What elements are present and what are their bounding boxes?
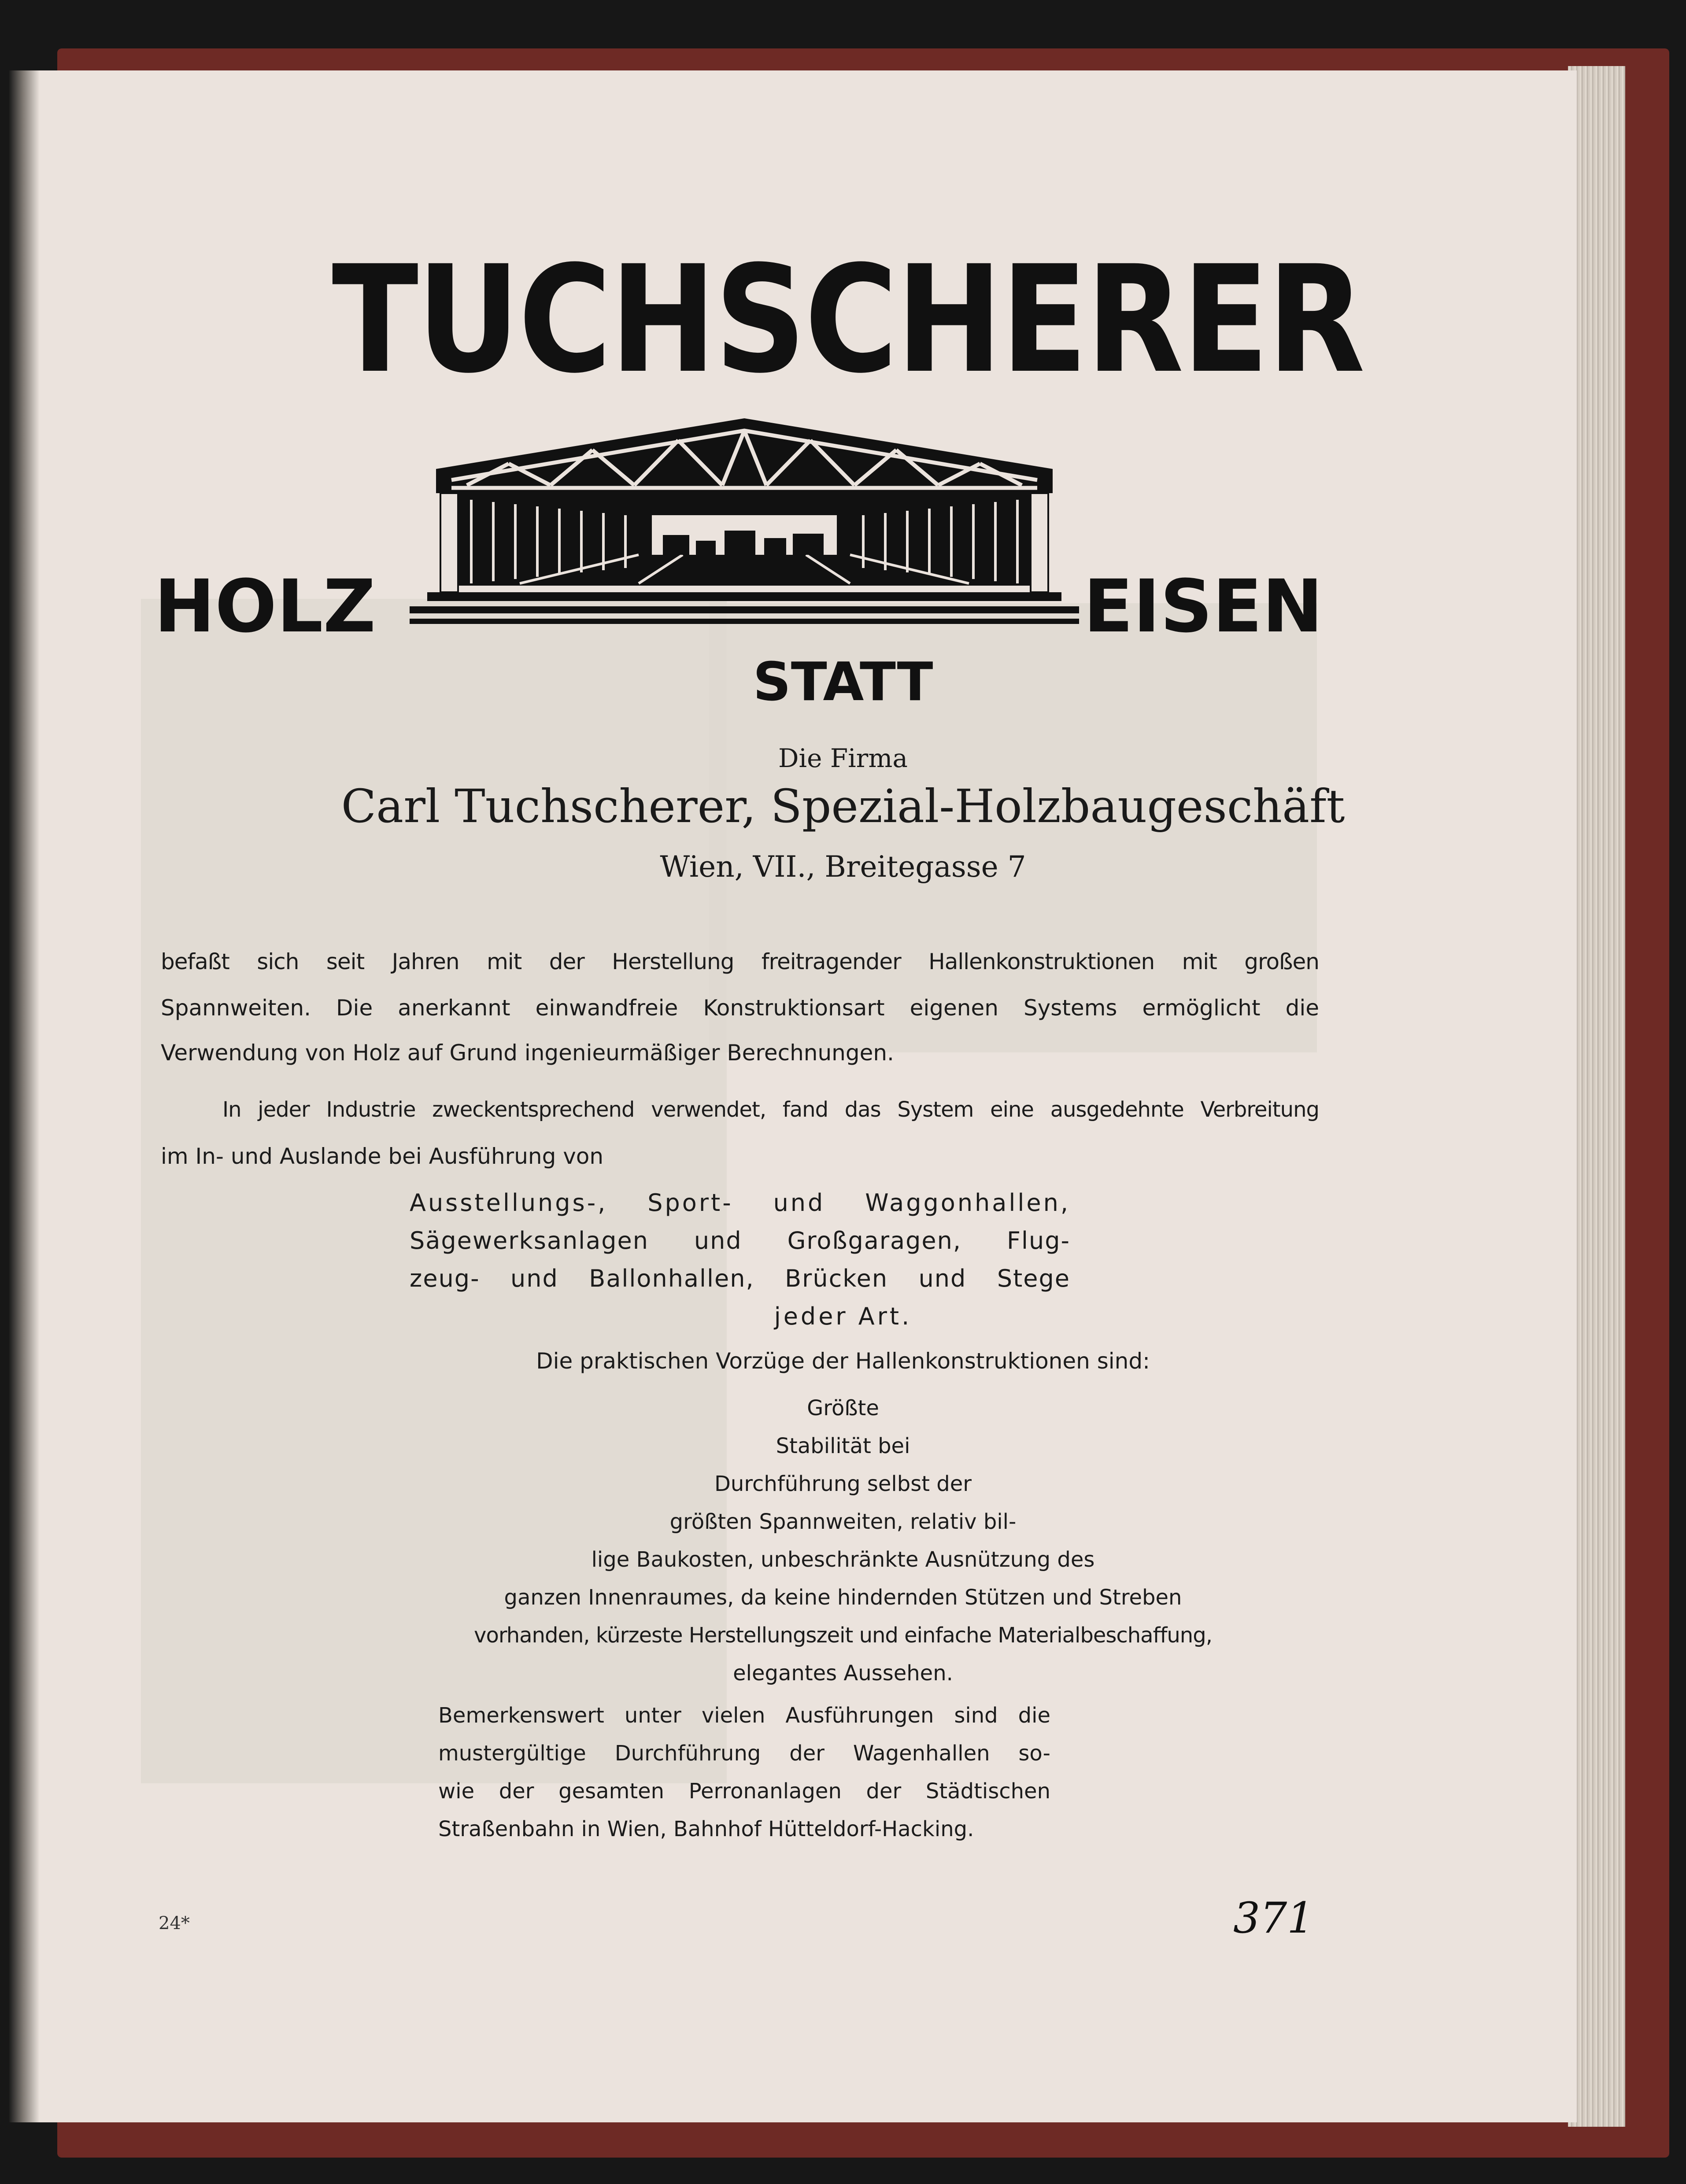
body-line: befaßt sich seit Jahren mit der Herstellung freitragender Hallenkonstruktionen mit großen [161, 949, 1319, 974]
brand-right-word: EISEN [1083, 564, 1323, 649]
closing-line: Straßenbahn in Wien, Bahnhof Hütteldorf-Hacking. [438, 1817, 974, 1841]
closing-line: mustergültige Durchführung der Wagenhallen so- [438, 1741, 1050, 1766]
spaced-line: jeder Art. [774, 1302, 912, 1330]
spaced-line: zeug- und Ballonhallen, Brücken und Stege [410, 1265, 1070, 1292]
signature-mark: 24* [159, 1913, 190, 1933]
brand-left-word: HOLZ [154, 564, 376, 649]
company-name: Carl Tuchscherer, Spezial-Holzbaugeschäft [341, 779, 1345, 833]
body-line: Verwendung von Holz auf Grund ingenieurmäßiger Berechnungen. [161, 1040, 894, 1066]
intro-firma: Die Firma [778, 743, 908, 773]
closing-line: Bemerkenswert unter vielen Ausführungen sind die [438, 1703, 1050, 1728]
pyramid-line: Größte [807, 1396, 879, 1420]
body-line: In jeder Industrie zweckentsprechend verwendet, fand das System eine ausgedehnte Verbreitung [222, 1097, 1319, 1122]
pyramid-line: vorhanden, kürzeste Herstellungszeit und einfache Materialbeschaffung, [474, 1623, 1212, 1648]
page-gutter [9, 70, 40, 2122]
pyramid-line: größten Spannweiten, relativ bil- [669, 1509, 1017, 1534]
page-number: 371 [1233, 1893, 1314, 1943]
body-line: im In- und Auslande bei Ausführung von [161, 1144, 604, 1169]
timber-hall-logo-icon [410, 410, 1079, 649]
pyramid-line: ganzen Innenraumes, da keine hindernden Stützen und Streben [504, 1585, 1182, 1610]
advantages-intro: Die praktischen Vorzüge der Hallenkonstruktionen sind: [536, 1348, 1150, 1374]
pyramid-line: elegantes Aussehen. [733, 1661, 953, 1686]
pyramid-line: Durchführung selbst der [714, 1472, 972, 1496]
spaced-line: Sägewerksanlagen und Großgaragen, Flug- [410, 1227, 1070, 1254]
pyramid-line: Stabilität bei [776, 1434, 910, 1458]
brand-bottom-word: STATT [753, 652, 933, 713]
closing-line: wie der gesamten Perronanlagen der Städtischen [438, 1779, 1050, 1804]
spaced-line: Ausstellungs-, Sport- und Waggonhallen, [410, 1189, 1070, 1217]
pyramid-line: lige Baukosten, unbeschränkte Ausnützung des [591, 1547, 1095, 1572]
company-address: Wien, VII., Breitegasse 7 [660, 850, 1026, 884]
body-line: Spannweiten. Die anerkannt einwandfreie Konstruktionsart eigenen Systems ermöglicht die [161, 995, 1319, 1021]
brand-title: TUCHSCHERER [332, 234, 1364, 406]
